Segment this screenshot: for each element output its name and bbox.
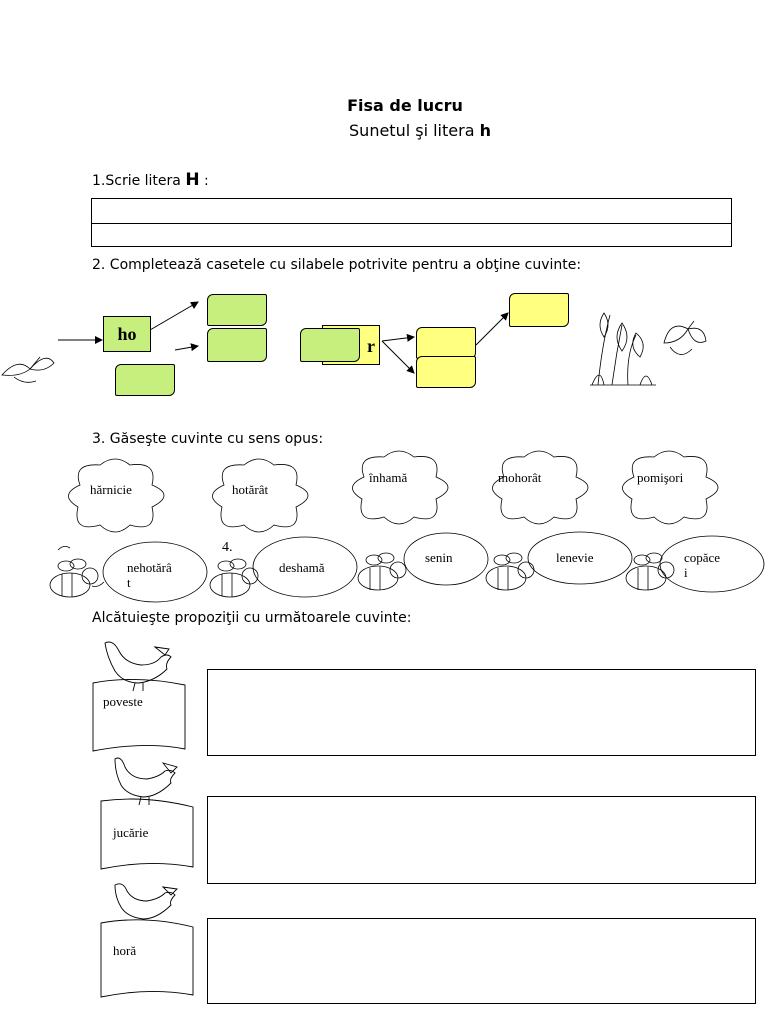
sentence-answer-box[interactable] [207, 669, 756, 756]
flower-word: mohorât [498, 470, 542, 485]
bird-icon [105, 642, 171, 691]
syllable-answer-box[interactable] [300, 328, 360, 362]
bee-icon [50, 546, 98, 597]
syllable-ho: ho [103, 316, 151, 352]
flower-word: hotărât [232, 482, 269, 497]
sentence-answer-box[interactable] [207, 796, 756, 884]
flag-shape [93, 679, 185, 751]
flower-word: înhamă [369, 470, 408, 485]
bee-icon [486, 553, 534, 590]
exercise-3-label: 3. Găseşte cuvinte cu sens opus: [92, 431, 324, 447]
bubble-word: deshamă [279, 560, 325, 575]
bubble-word-line: copăce [684, 550, 721, 565]
syllable-answer-box[interactable] [115, 364, 175, 396]
snowdrop-flower-icon [590, 313, 656, 385]
flower-shape [352, 451, 448, 524]
syllable-answer-box[interactable] [207, 294, 267, 326]
bubble-word-line: t [127, 575, 131, 590]
bird-icon [115, 884, 177, 919]
bubble-word-line: nehotărâ [127, 560, 172, 575]
exercise-4-number: 4. [222, 540, 233, 555]
bubble-word [684, 550, 720, 580]
syllable-answer-box[interactable] [207, 328, 267, 362]
exercise-2-label: 2. Completează casetele cu silabele potrivite pentru a obţine cuvinte: [92, 257, 582, 273]
exercise-1-letter: H [185, 170, 200, 190]
flag-word: horă [113, 943, 137, 958]
exercise-4-label: Alcătuieşte propoziţii cu următoarele cuvinte: [92, 610, 412, 626]
flower-shape [492, 451, 588, 524]
bubble-word-line: i [684, 565, 688, 580]
syllable-r: r [322, 325, 380, 365]
bee-icon [358, 553, 406, 590]
subtitle-letter: h [479, 121, 491, 140]
syllable-answer-box[interactable] [416, 356, 476, 388]
bubble-word [127, 560, 172, 590]
writing-line-1[interactable] [91, 198, 732, 224]
bubble-word: senin [425, 550, 453, 565]
flower-word: pomişori [637, 470, 684, 485]
exercise-1-text: 1.Scrie litera [92, 173, 186, 189]
bird-icon [115, 758, 177, 805]
subtitle-text: Sunetul şi litera [349, 121, 480, 140]
flag-word: poveste [103, 694, 143, 709]
butterfly-icon [664, 321, 706, 355]
page-subtitle [0, 121, 768, 140]
exercise-1-suffix: : [199, 173, 209, 189]
bee-icon [210, 559, 258, 597]
writing-line-2[interactable] [91, 222, 732, 247]
syllable-answer-box[interactable] [416, 327, 476, 359]
syllable-answer-box[interactable] [509, 293, 569, 327]
bee-icon [626, 553, 674, 590]
flag-word: jucărie [113, 825, 149, 840]
flower-word: hărnicie [90, 482, 132, 497]
butterfly-icon [2, 357, 54, 382]
page-title: Fisa de lucru [347, 96, 463, 115]
sentence-answer-box[interactable] [207, 918, 756, 1004]
exercise-1-label [92, 170, 209, 190]
flower-shape [622, 451, 718, 524]
bubble-word: lenevie [556, 550, 594, 565]
